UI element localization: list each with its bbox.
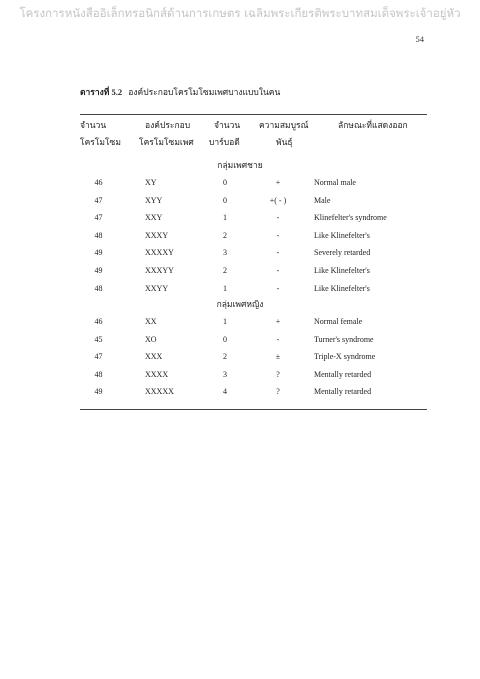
cell-barr-bodies: 0 bbox=[223, 334, 227, 344]
cell-chromosome-count: 48 bbox=[94, 283, 103, 293]
cell-fertility: + bbox=[275, 178, 281, 187]
cell-barr-bodies: 3 bbox=[223, 369, 227, 379]
cell-barr-bodies: 1 bbox=[223, 213, 227, 223]
cell-barr-bodies: 2 bbox=[223, 230, 227, 240]
cell-fertility: +( - ) bbox=[269, 195, 287, 205]
table-row bbox=[0, 266, 480, 280]
cell-barr-bodies: 2 bbox=[223, 266, 227, 275]
header-sex-chromosome bbox=[139, 117, 194, 151]
header-line: โครโมโซม bbox=[80, 137, 121, 147]
cell-barr-bodies: 3 bbox=[223, 248, 227, 258]
header-line: บาร์บอดี bbox=[209, 137, 240, 147]
cell-sex-chromosomes: XX bbox=[145, 317, 157, 326]
cell-phenotype: Triple-X syndrome bbox=[314, 352, 376, 362]
table-row bbox=[0, 387, 480, 401]
header-line: องค์ประกอบ bbox=[145, 120, 191, 130]
cell-phenotype: Like Klinefelter's bbox=[314, 283, 370, 293]
cell-chromosome-count: 48 bbox=[94, 369, 103, 379]
table-row bbox=[0, 213, 480, 227]
cell-sex-chromosomes: XY bbox=[145, 178, 157, 187]
table-caption-label: ตารางที่ 5.2 bbox=[80, 87, 123, 97]
cell-fertility: + bbox=[275, 317, 281, 326]
cell-phenotype: Like Klinefelter's bbox=[314, 230, 370, 240]
cell-sex-chromosomes: XXXYY bbox=[145, 266, 174, 275]
table-top-rule bbox=[80, 114, 427, 115]
cell-phenotype: Turner's syndrome bbox=[314, 334, 374, 344]
cell-barr-bodies: 2 bbox=[223, 352, 227, 362]
cell-phenotype: Normal male bbox=[314, 178, 356, 187]
cell-chromosome-count: 45 bbox=[94, 334, 103, 344]
table-row bbox=[0, 370, 480, 384]
cell-fertility: - bbox=[276, 248, 280, 258]
cell-phenotype: Mentally retarded bbox=[314, 369, 372, 379]
table-row bbox=[0, 335, 480, 349]
cell-chromosome-count: 49 bbox=[94, 266, 103, 275]
header-line: ความสมบูรณ์ bbox=[259, 120, 309, 130]
group-label: กลุ่มเพศชาย bbox=[217, 160, 263, 170]
cell-chromosome-count: 49 bbox=[94, 387, 103, 397]
table-bottom-rule bbox=[80, 409, 427, 410]
cell-phenotype: Mentally retarded bbox=[314, 387, 372, 397]
header-phenotype bbox=[338, 117, 408, 134]
cell-sex-chromosomes: XXXXY bbox=[145, 248, 174, 258]
cell-sex-chromosomes: XXX bbox=[145, 352, 163, 362]
header-chromosome-count bbox=[80, 117, 121, 151]
cell-fertility: ± bbox=[275, 352, 281, 362]
group-label: กลุ่มเพศหญิง bbox=[216, 299, 264, 309]
header-line: ลักษณะที่แสดงออก bbox=[338, 120, 408, 130]
cell-chromosome-count: 47 bbox=[94, 213, 103, 223]
cell-fertility: - bbox=[276, 230, 280, 240]
table-row bbox=[0, 248, 480, 262]
cell-chromosome-count: 48 bbox=[94, 230, 103, 240]
cell-chromosome-count: 46 bbox=[94, 317, 103, 326]
cell-chromosome-count: 46 bbox=[94, 178, 103, 187]
table-row bbox=[0, 231, 480, 245]
header-fertility bbox=[259, 117, 308, 151]
cell-fertility: - bbox=[276, 266, 280, 275]
table-row bbox=[0, 317, 480, 331]
header-line: จำนวน bbox=[214, 120, 241, 130]
cell-fertility: ? bbox=[276, 369, 280, 379]
table-row bbox=[0, 284, 480, 298]
cell-fertility: ? bbox=[276, 387, 280, 397]
cell-barr-bodies: 1 bbox=[223, 317, 227, 326]
cell-barr-bodies: 0 bbox=[223, 195, 227, 205]
page-number: 54 bbox=[415, 34, 424, 44]
cell-phenotype: Severely retarded bbox=[314, 248, 371, 258]
watermark-text: โครงการหนังสืออิเล็กทรอนิกส์ด้านการเกษตร เฉลิมพระเกียรติพระบาทสมเด็จพระเจ้าอยู่หัว bbox=[19, 6, 461, 20]
cell-sex-chromosomes: XXYY bbox=[145, 283, 169, 293]
cell-barr-bodies: 1 bbox=[223, 283, 227, 293]
table-caption-text: องค์ประกอบโครโมโซมเพศบางแบบในคน bbox=[128, 87, 281, 97]
cell-sex-chromosomes: XYY bbox=[145, 195, 163, 205]
cell-fertility: - bbox=[276, 334, 280, 344]
table-row bbox=[0, 196, 480, 210]
cell-barr-bodies: 0 bbox=[223, 178, 227, 187]
cell-sex-chromosomes: XXXY bbox=[145, 230, 169, 240]
header-line: พันธุ์ bbox=[276, 137, 293, 147]
cell-sex-chromosomes: XXXXX bbox=[145, 387, 174, 397]
cell-barr-bodies: 4 bbox=[223, 387, 227, 397]
cell-fertility: - bbox=[276, 283, 280, 293]
cell-phenotype: Male bbox=[314, 195, 331, 205]
cell-chromosome-count: 47 bbox=[94, 352, 103, 362]
table-row bbox=[0, 178, 480, 192]
cell-chromosome-count: 49 bbox=[94, 248, 103, 258]
cell-sex-chromosomes: XXXX bbox=[145, 369, 169, 379]
cell-phenotype: Like Klinefelter's bbox=[314, 266, 370, 275]
header-barr-body bbox=[209, 117, 240, 151]
table-row bbox=[0, 352, 480, 366]
cell-chromosome-count: 47 bbox=[94, 195, 103, 205]
header-line: จำนวน bbox=[80, 120, 107, 130]
cell-phenotype: Klinefelter's syndrome bbox=[314, 213, 387, 223]
table-caption bbox=[80, 85, 280, 99]
header-line: โครโมโซมเพศ bbox=[139, 137, 194, 147]
cell-fertility: - bbox=[276, 213, 280, 223]
cell-sex-chromosomes: XXY bbox=[145, 213, 163, 223]
cell-sex-chromosomes: XO bbox=[145, 334, 157, 344]
cell-phenotype: Normal female bbox=[314, 317, 363, 326]
